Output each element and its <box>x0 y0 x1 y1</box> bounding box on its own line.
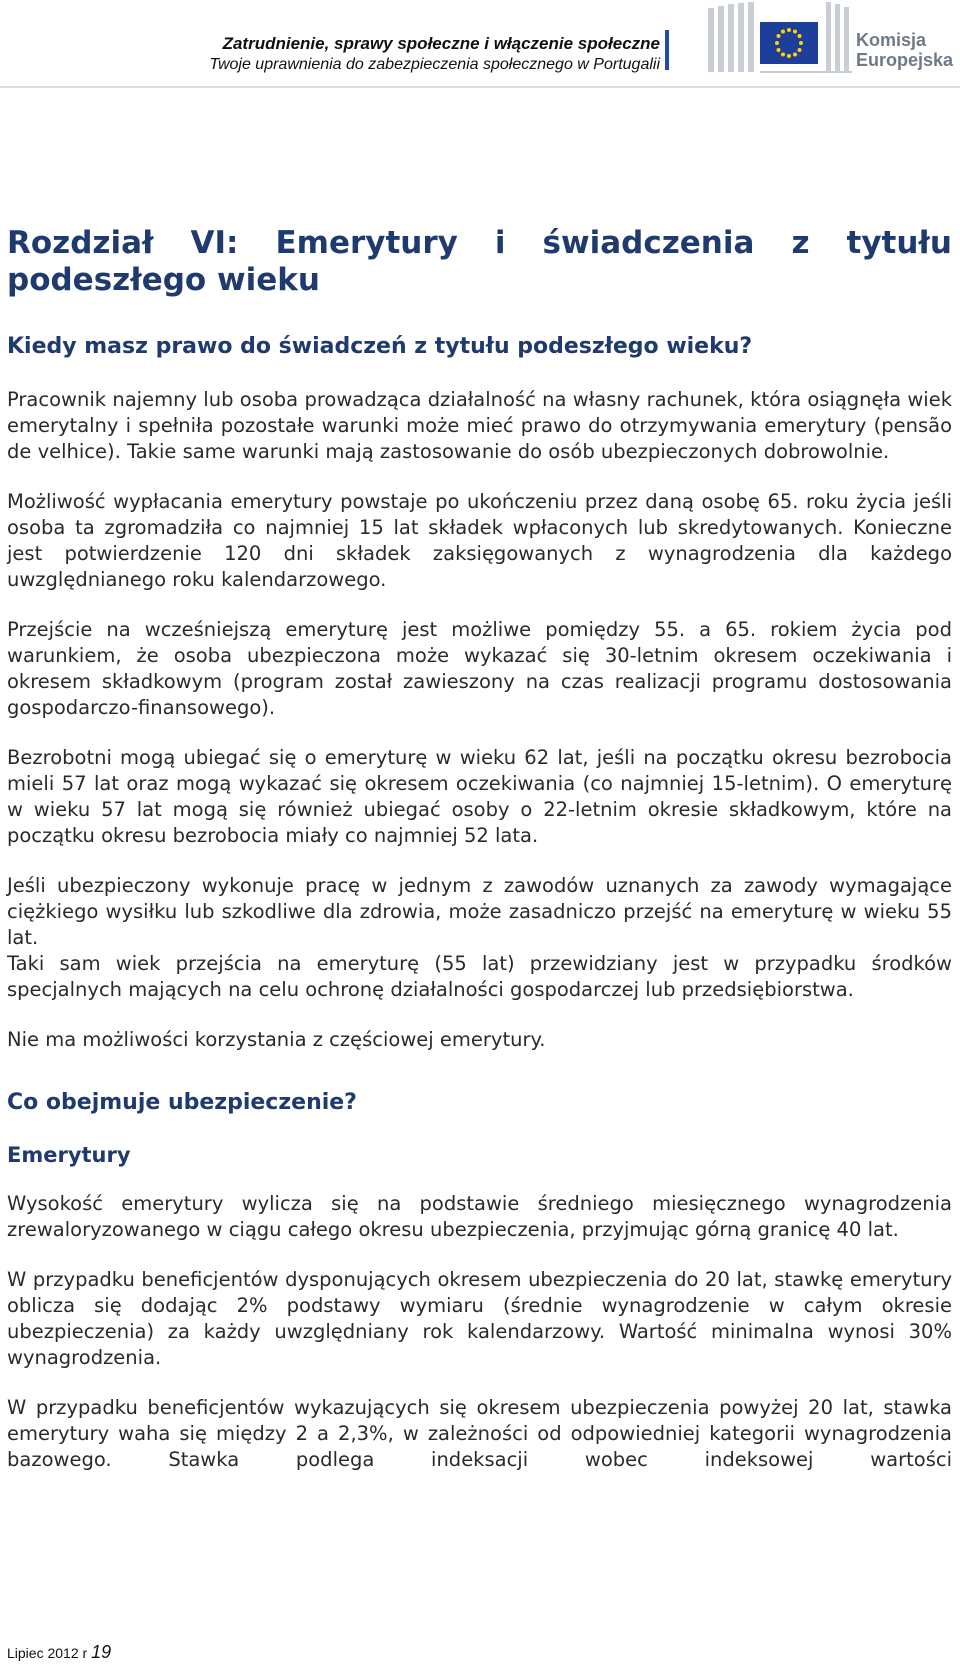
logo-line-2: Europejska <box>856 50 954 70</box>
page-number: 19 <box>91 1642 112 1662</box>
header-divider <box>665 30 669 70</box>
header-title: Zatrudnienie, sprawy społeczne i włączenie społeczne <box>222 34 660 53</box>
paragraph: Przejście na wcześniejszą emeryturę jest możliwe pomiędzy 55. a 65. rokiem życia pod warunkiem, że osoba ubezpieczona może wykazać się 30-letnim okresem oczekiwania i okresem składkowym (program został zawieszony na czas realizacji programu dostosowania gospodarczo-finansowego). <box>7 618 952 719</box>
paragraph: Taki sam wiek przejścia na emeryturę (55 lat) przewidziany jest w przypadku środków specjalnych mających na celu ochronę działalności gospodarczej lub przedsiębiorstwa. <box>7 952 952 1001</box>
page-footer <box>7 1642 111 1663</box>
logo-wordmark <box>856 30 953 70</box>
paragraph: Jeśli ubezpieczony wykonuje pracę w jednym z zawodów uznanych za zawody wymagające ciężkiego wysiłku lub szkodliwe dla zdrowia, może zasadniczo przejść na emeryturę w wieku 55 lat. <box>7 874 952 949</box>
paragraph: Pracownik najemny lub osoba prowadząca działalność na własny rachunek, która osiągnęła wiek emerytalny i spełniła pozostałe warunki może mieć prawo do otrzymywania emerytury (pensão de velhice). Takie same warunki mają zastosowanie do osób ubezpieczonych dobrowolnie. <box>7 388 952 463</box>
header-subtitle: Twoje uprawnienia do zabezpieczenia społecznego w Portugalii <box>209 56 660 73</box>
paragraph: W przypadku beneficjentów dysponujących okresem ubezpieczenia do 20 lat, stawkę emerytury oblicza się dodając 2% podstawy wymiaru (średnie wynagrodzenie w całym okresie ubezpieczenia) za każdy uwzględniany rok kalendarzowy. Wartość minimalna wynosi 30% wynagrodzenia. <box>7 1268 952 1369</box>
page-header <box>0 0 960 86</box>
paragraph: W przypadku beneficjentów wykazujących się okresem ubezpieczenia powyżej 20 lat, stawka emerytury waha się między 2 a 2,3%, w zależności od odpowiedniej kategorii wynagrodzenia bazowego. Stawka podlega indeksacji wobec indeksowej wartości <box>7 1396 952 1471</box>
chapter-title: Rozdział VI: Emerytury i świadczenia z tytułu podeszłego wieku <box>7 225 952 298</box>
question-heading-1: Kiedy masz prawo do świadczeń z tytułu podeszłego wieku? <box>7 334 753 359</box>
question-heading-2: Co obejmuje ubezpieczenie? <box>7 1090 357 1115</box>
footer-date: Lipiec 2012 r <box>7 1645 88 1661</box>
paragraph: Nie ma możliwości korzystania z częściowej emerytury. <box>7 1028 546 1051</box>
paragraph: Możliwość wypłacania emerytury powstaje po ukończeniu przez daną osobę 65. roku życia jeśli osoba ta zgromadziła co najmniej 15 lat składek wpłaconych lub skredytowanych. Konieczne jest potwierdzenie 120 dni składek zaksięgowanych z wynagrodzenia dla każdego uwzględnianego roku kalendarzowego. <box>7 490 952 591</box>
european-commission-logo <box>706 0 960 80</box>
paragraph: Bezrobotni mogą ubiegać się o emeryturę w wieku 62 lat, jeśli na początku okresu bezrobocia mieli 57 lat oraz mogą wykazać się okresem oczekiwania (co najmniej 15-letnim). O emeryturę w wieku 57 lat mogą się również ubiegać osoby o 22-letnim okresie składkowym, które na początku okresu bezrobocia miały co najmniej 52 lata. <box>7 746 952 847</box>
paragraph: Wysokość emerytury wylicza się na podstawie średniego miesięcznego wynagrodzenia zrewaloryzowanego w ciągu całego okresu ubezpieczenia, przyjmując górną granicę 40 lat. <box>7 1192 952 1241</box>
header-text <box>209 33 660 75</box>
header-rule <box>0 86 960 88</box>
subheading-pensions: Emerytury <box>7 1143 131 1167</box>
eu-building-flag-icon <box>706 0 856 80</box>
page-content <box>7 225 952 1473</box>
logo-line-1: Komisja <box>856 30 927 50</box>
